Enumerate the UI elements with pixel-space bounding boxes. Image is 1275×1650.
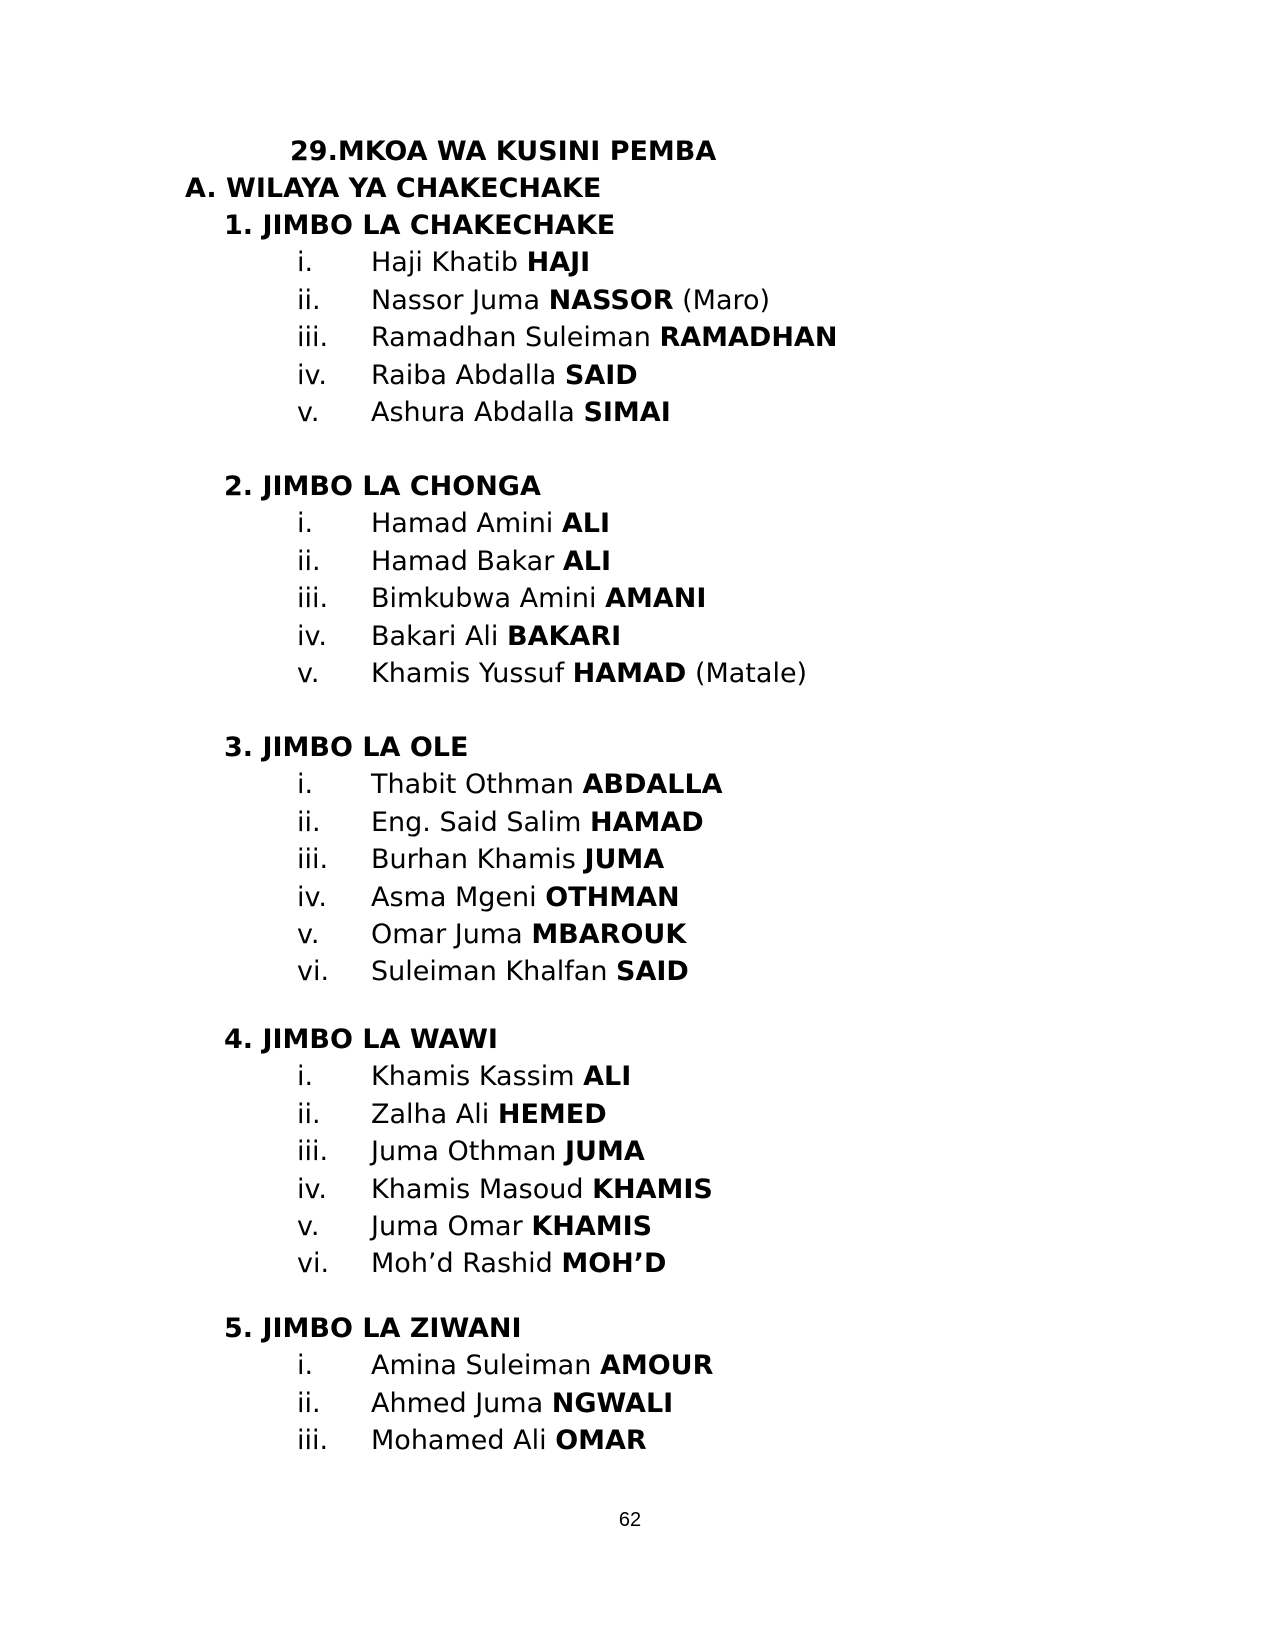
- member-name: [371, 954, 689, 990]
- given-names: Khamis Yussuf: [371, 658, 565, 689]
- surname: SAID: [564, 359, 638, 391]
- given-names: Ramadhan Suleiman: [371, 322, 651, 354]
- list-item: [0, 395, 1275, 433]
- member-name: [371, 1423, 647, 1459]
- given-names: Hamad Amini: [371, 508, 554, 540]
- given-names: Juma Othman: [371, 1136, 557, 1168]
- surname: MBAROUK: [531, 919, 687, 950]
- list-item: [0, 1172, 1275, 1210]
- constituency-title: 2. JIMBO LA CHONGA: [224, 471, 541, 502]
- surname: HAMAD: [589, 806, 704, 838]
- member-name: [371, 767, 723, 803]
- given-names: Zalha Ali: [371, 1098, 490, 1130]
- surname: HEMED: [497, 1098, 607, 1130]
- member-name: [371, 1348, 713, 1384]
- surname: ALI: [562, 545, 612, 577]
- name-note: (Matale): [694, 658, 808, 689]
- member-name: [371, 619, 621, 655]
- given-names: Nassor Juma: [371, 284, 541, 316]
- given-names: Omar Juma: [371, 919, 523, 950]
- member-name: [371, 320, 837, 356]
- surname: KHAMIS: [531, 1211, 653, 1242]
- list-numeral: i.: [297, 247, 314, 279]
- surname: HAMAD: [572, 658, 687, 689]
- surname: OMAR: [555, 1425, 647, 1457]
- list-numeral: ii.: [297, 1387, 321, 1419]
- list-item: [0, 320, 1275, 358]
- given-names: Khamis Masoud: [371, 1173, 584, 1205]
- surname: HAJI: [526, 247, 591, 279]
- surname: KHAMIS: [592, 1173, 713, 1205]
- list-item: [0, 767, 1275, 805]
- member-name: [371, 917, 686, 953]
- member-name: [371, 358, 638, 394]
- region-title: 29.MKOA WA KUSINI PEMBA: [290, 136, 717, 167]
- given-names: Ashura Abdalla: [371, 397, 575, 428]
- member-name: [371, 395, 671, 431]
- surname: AMOUR: [599, 1350, 714, 1382]
- given-names: Suleiman Khalfan: [371, 956, 608, 988]
- given-names: Mohamed Ali: [371, 1425, 547, 1457]
- constituency-title: 3. JIMBO LA OLE: [224, 732, 469, 763]
- list-numeral: ii.: [297, 545, 321, 577]
- surname: ABDALLA: [582, 769, 723, 801]
- given-names: Amina Suleiman: [371, 1350, 592, 1382]
- name-note: (Maro): [682, 284, 771, 316]
- list-numeral: iv.: [297, 620, 327, 652]
- surname: SIMAI: [583, 397, 671, 428]
- list-numeral: iii.: [297, 322, 329, 354]
- surname: ALI: [561, 508, 611, 540]
- given-names: Ahmed Juma: [371, 1387, 544, 1419]
- list-numeral: iii.: [297, 844, 329, 876]
- surname: RAMADHAN: [659, 322, 838, 354]
- list-item: [0, 1134, 1275, 1172]
- surname: OTHMAN: [545, 881, 680, 913]
- list-item: [0, 619, 1275, 657]
- given-names: Moh’d Rashid: [371, 1248, 553, 1280]
- list-item: [0, 880, 1275, 918]
- list-item: [0, 656, 1275, 694]
- list-numeral: i.: [297, 769, 314, 801]
- list-numeral: iii.: [297, 1136, 329, 1168]
- list-numeral: vi.: [297, 1248, 330, 1280]
- member-name: [371, 1209, 652, 1245]
- list-item: [0, 1209, 1275, 1247]
- member-name: [371, 1172, 713, 1208]
- given-names: Burhan Khamis: [371, 844, 576, 876]
- surname: AMANI: [605, 583, 707, 615]
- district-title: A. WILAYA YA CHAKECHAKE: [185, 173, 602, 204]
- given-names: Asma Mgeni: [371, 881, 537, 913]
- given-names: Raiba Abdalla: [371, 359, 557, 391]
- member-name: [371, 1386, 673, 1422]
- surname: MOH’D: [561, 1248, 667, 1280]
- list-numeral: i.: [297, 1061, 314, 1093]
- list-item: [0, 283, 1275, 321]
- given-names: Thabit Othman: [371, 769, 574, 801]
- list-numeral: ii.: [297, 1098, 321, 1130]
- list-numeral: iv.: [297, 881, 327, 913]
- list-numeral: i.: [297, 508, 314, 540]
- surname: SAID: [616, 956, 689, 988]
- list-numeral: v.: [297, 658, 320, 689]
- member-name: [371, 1246, 666, 1282]
- list-numeral: iii.: [297, 583, 329, 615]
- constituency-title: 1. JIMBO LA CHAKECHAKE: [224, 210, 616, 241]
- member-name: [371, 506, 610, 542]
- member-name: [371, 283, 770, 319]
- list-item: [0, 917, 1275, 955]
- surname: ALI: [583, 1061, 632, 1093]
- member-name: [371, 245, 590, 281]
- list-numeral: ii.: [297, 806, 321, 838]
- list-numeral: ii.: [297, 284, 321, 316]
- list-item: [0, 1246, 1275, 1284]
- constituency-title: 4. JIMBO LA WAWI: [224, 1024, 498, 1055]
- list-numeral: v.: [297, 397, 320, 428]
- list-item: [0, 954, 1275, 992]
- list-item: [0, 245, 1275, 283]
- list-numeral: vi.: [297, 956, 330, 988]
- list-item: [0, 506, 1275, 544]
- list-numeral: v.: [297, 919, 320, 950]
- member-name: [371, 805, 704, 841]
- given-names: Haji Khatib: [371, 247, 519, 279]
- list-item: [0, 358, 1275, 396]
- member-name: [371, 880, 680, 916]
- list-item: [0, 1348, 1275, 1386]
- list-item: [0, 544, 1275, 582]
- list-item: [0, 1423, 1275, 1461]
- given-names: Eng. Said Salim: [371, 806, 582, 838]
- surname: JUMA: [584, 844, 665, 876]
- member-name: [371, 581, 706, 617]
- given-names: Bimkubwa Amini: [371, 583, 597, 615]
- list-item: [0, 581, 1275, 619]
- list-item: [0, 1059, 1275, 1097]
- page-number: 62: [618, 1509, 642, 1531]
- given-names: Khamis Kassim: [371, 1061, 575, 1093]
- list-numeral: iv.: [297, 359, 327, 391]
- member-name: [371, 544, 611, 580]
- given-names: Juma Omar: [371, 1211, 523, 1242]
- given-names: Hamad Bakar: [371, 545, 555, 577]
- list-numeral: v.: [297, 1211, 320, 1242]
- member-name: [371, 842, 664, 878]
- list-numeral: i.: [297, 1350, 314, 1382]
- list-numeral: iv.: [297, 1173, 327, 1205]
- surname: JUMA: [565, 1136, 645, 1168]
- member-name: [371, 1059, 631, 1095]
- given-names: Bakari Ali: [371, 620, 499, 652]
- list-item: [0, 842, 1275, 880]
- surname: NASSOR: [548, 284, 674, 316]
- list-numeral: iii.: [297, 1425, 329, 1457]
- list-item: [0, 1097, 1275, 1135]
- list-item: [0, 805, 1275, 843]
- member-name: [371, 1134, 645, 1170]
- member-name: [371, 656, 807, 692]
- surname: BAKARI: [507, 620, 622, 652]
- constituency-title: 5. JIMBO LA ZIWANI: [224, 1313, 522, 1344]
- member-name: [371, 1097, 607, 1133]
- list-item: [0, 1386, 1275, 1424]
- surname: NGWALI: [551, 1387, 674, 1419]
